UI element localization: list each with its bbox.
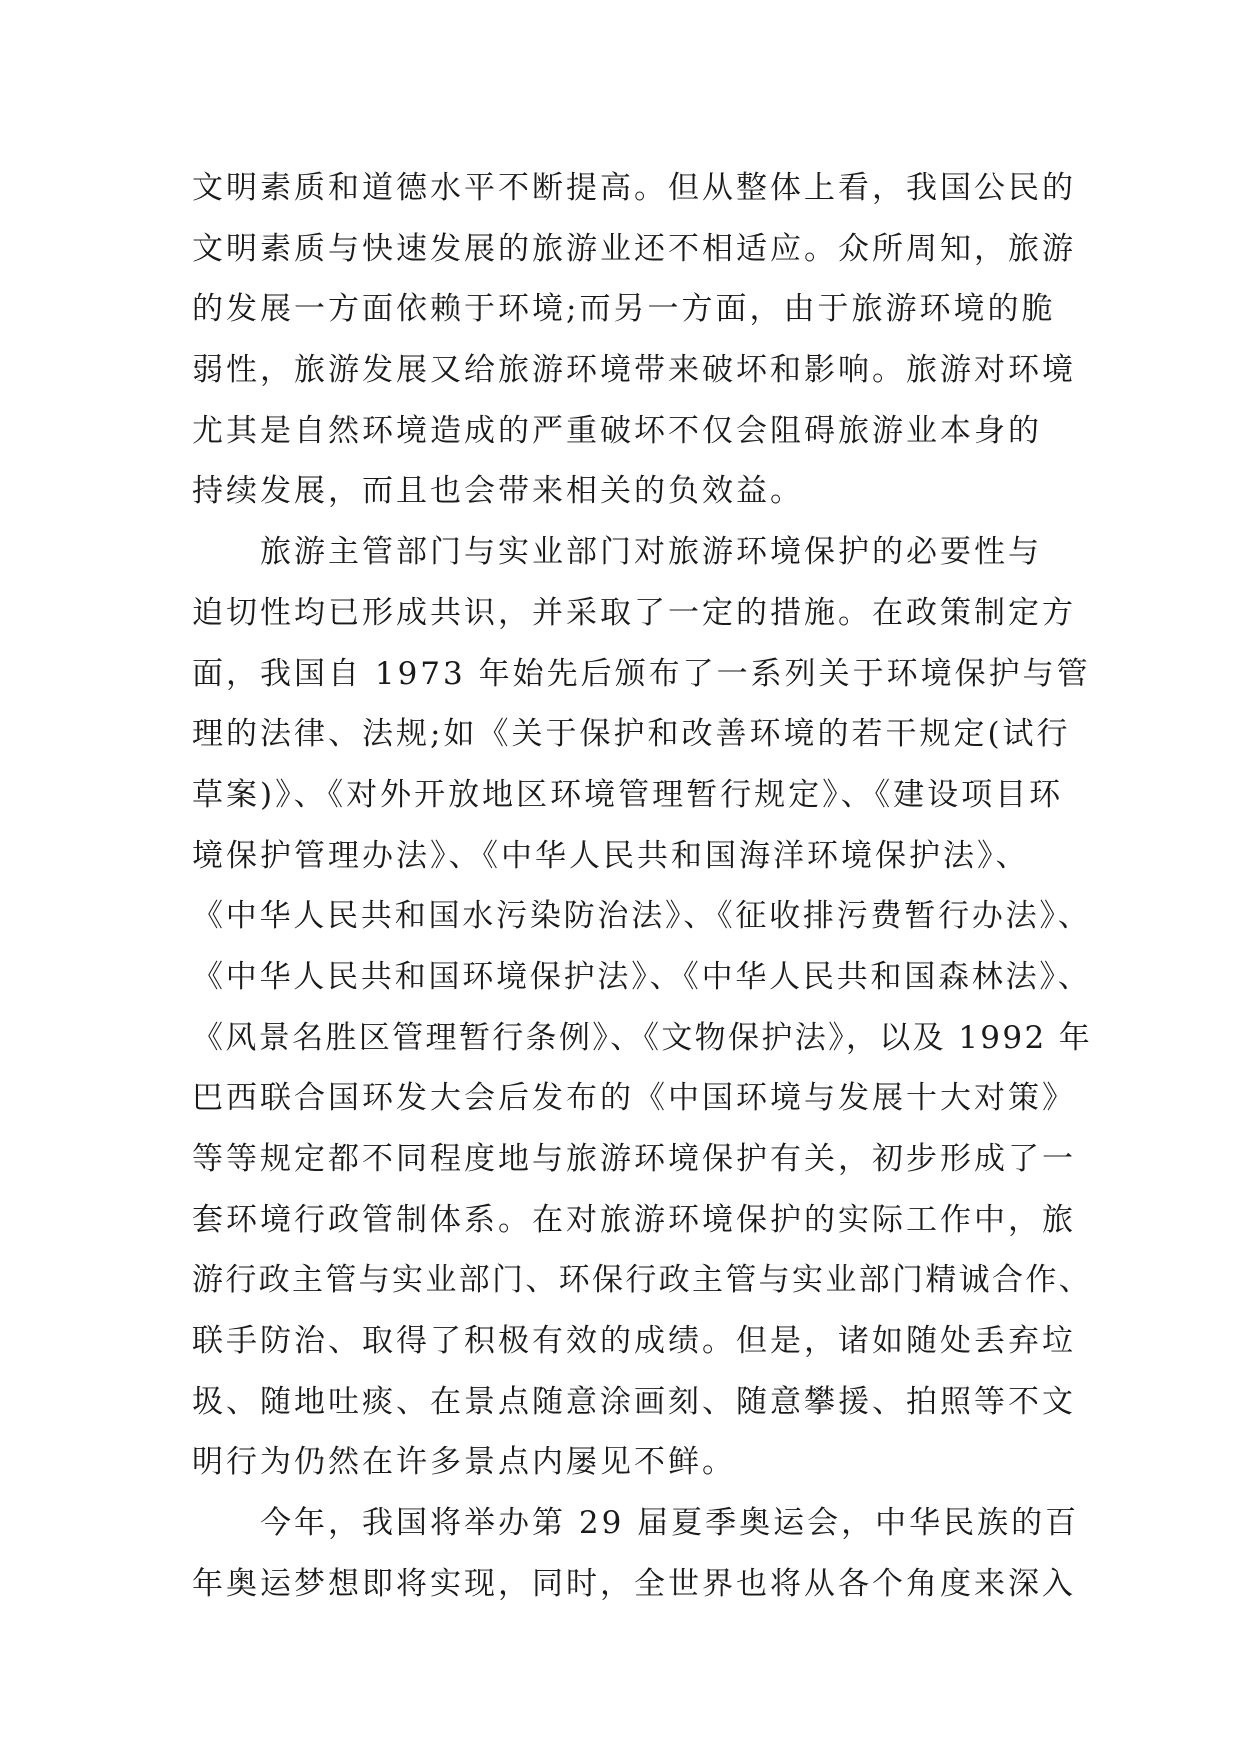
text-line: 等等规定都不同程度地与旅游环境保护有关，初步形成了一 [192,1141,1076,1177]
text-line: 持续发展，而且也会带来相关的负效益。 [192,473,804,510]
text-line: 尤其是自然环境造成的严重破坏不仅会阻碍旅游业本身的 [192,412,1042,449]
text-line: 《风景名胜区管理暂行条例》、《文物保护法》，以及 1992 年 [192,1019,1093,1056]
text-line: 明行为仍然在许多景点内屡见不鲜。 [192,1444,736,1481]
text-line: 巴西联合国环发大会后发布的《中国环境与发展十大对策》 [192,1080,1076,1117]
text-line: 境保护管理办法》、《中华人民共和国海洋环境保护法》、 [192,837,1030,874]
text-line: 圾、随地吐痰、在景点随意涂画刻、随意攀援、拍照等不文 [192,1383,1076,1420]
text-line: 《中华人民共和国水污染防治法》、《征收排污费暂行办法》、 [192,898,1092,935]
text-line: 的发展一方面依赖于环境;而另一方面，由于旅游环境的脆 [192,291,1056,328]
text-line: 游行政主管与实业部门、环保行政主管与实业部门精诚合作、 [192,1262,1092,1299]
text-line: 旅游主管部门与实业部门对旅游环境保护的必要性与 [192,534,1042,571]
text-line: 文明素质与快速发展的旅游业还不相适应。众所周知，旅游 [192,230,1076,267]
text-line: 草案)》、《对外开放地区环境管理暂行规定》、《建设项目环 [192,776,1064,813]
text-line: 套环境行政管制体系。在对旅游环境保护的实际工作中，旅 [192,1201,1076,1238]
text-line: 弱性，旅游发展又给旅游环境带来破坏和影响。旅游对环境 [192,352,1076,389]
text-line: 理的法律、法规;如《关于保护和改善环境的若干规定(试行 [192,716,1071,753]
text-line: 联手防治、取得了积极有效的成绩。但是，诸如随处丢弃垃 [192,1323,1076,1360]
text-line: 文明素质和道德水平不断提高。但从整体上看，我国公民的 [192,170,1076,206]
text-line: 年奥运梦想即将实现，同时，全世界也将从各个角度来深入 [192,1565,1076,1602]
text-line: 面，我国自 1973 年始先后颁布了一系列关于环境保护与管 [192,655,1091,692]
text-line: 《中华人民共和国环境保护法》、《中华人民共和国森林法》、 [192,958,1092,995]
body-text [192,158,1092,1615]
text-line: 迫切性均已形成共识，并采取了一定的措施。在政策制定方 [192,594,1076,631]
text-line: 今年，我国将举办第 29 届夏季奥运会，中华民族的百 [192,1505,1080,1542]
